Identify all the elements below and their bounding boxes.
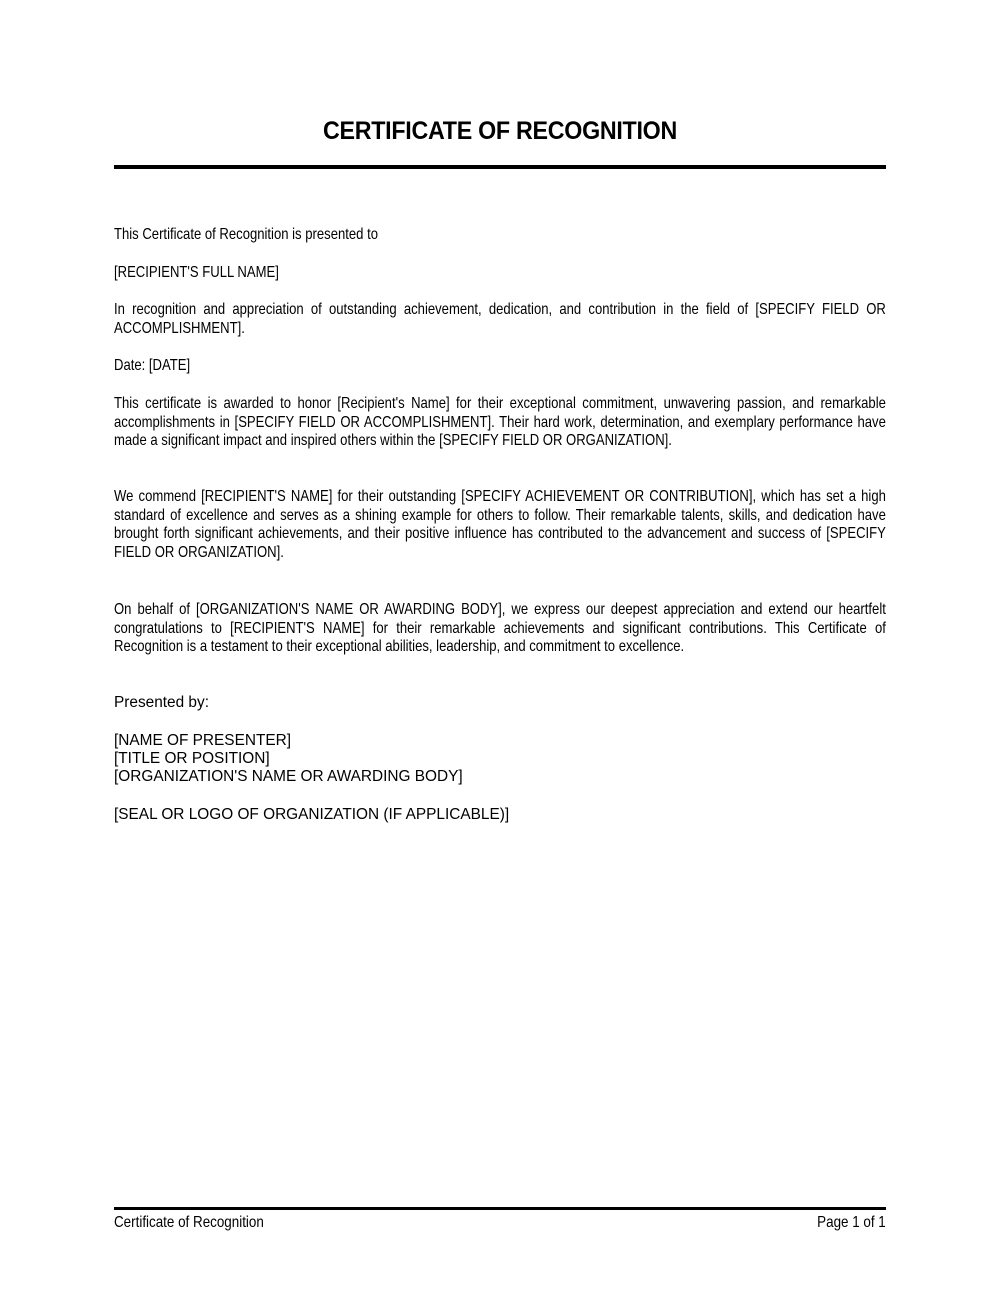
body-paragraph: On behalf of [ORGANIZATION'S NAME OR AWARDING BODY], we express our deepest appreciation and extend our heartfelt congratulations to [RECIPIENT'S NAME] for their remarkable achievements and significant contributions. This Certificate of Recognition is a testament to their exceptional abilities, leadership, and commitment to excellence. [114, 601, 886, 656]
recipient-block [114, 264, 886, 283]
intro-text: This Certificate of Recognition is presented to [114, 226, 378, 243]
paragraph-block-1 [114, 395, 886, 451]
intro-block [114, 226, 886, 245]
presenter-organization: [ORGANIZATION'S NAME OR AWARDING BODY] [114, 768, 463, 785]
recognition-block [114, 301, 886, 338]
paragraph-block-2 [114, 488, 886, 563]
paragraph-block-3 [114, 601, 886, 657]
date-line: Date: [DATE] [114, 357, 191, 374]
document-title: CERTIFICATE OF RECOGNITION [323, 117, 677, 145]
date-block [114, 357, 886, 376]
recipient-placeholder: [RECIPIENT'S FULL NAME] [114, 264, 279, 281]
title-divider [114, 165, 886, 169]
page-footer [114, 1213, 886, 1233]
footer-page-number: Page 1 of 1 [817, 1214, 886, 1231]
presented-by-label: Presented by: [114, 694, 209, 711]
footer-divider [114, 1207, 886, 1210]
recognition-paragraph: In recognition and appreciation of outstanding achievement, dedication, and contribution in the field of [SPECIFY FIELD OR ACCOMPLISHMENT]. [114, 301, 886, 337]
footer-document-name: Certificate of Recognition [114, 1214, 264, 1231]
body-paragraph: This certificate is awarded to honor [Recipient's Name] for their exceptional commitment, unwavering passion, and remarkable accomplishments in [SPECIFY FIELD OR ACCOMPLISHMENT]. Their hard work, determination, and exemplary performance have made a significant impact and inspired others within the [SPECIFY FIELD OR ORGANIZATION]. [114, 395, 886, 450]
body-paragraph: We commend [RECIPIENT'S NAME] for their outstanding [SPECIFY ACHIEVEMENT OR CONTRIBUTION], which has set a high standard of excellence and serves as a shining example for others to follow. Their remarkable talents, skills, and dedication have brought forth significant achievements, and their positive influence has contributed to the advancement and success of [SPECIFY FIELD OR ORGANIZATION]. [114, 488, 886, 562]
presenter-title: [TITLE OR POSITION] [114, 750, 270, 767]
seal-placeholder: [SEAL OR LOGO OF ORGANIZATION (IF APPLICABLE)] [114, 806, 510, 823]
presenter-name: [NAME OF PRESENTER] [114, 732, 292, 749]
